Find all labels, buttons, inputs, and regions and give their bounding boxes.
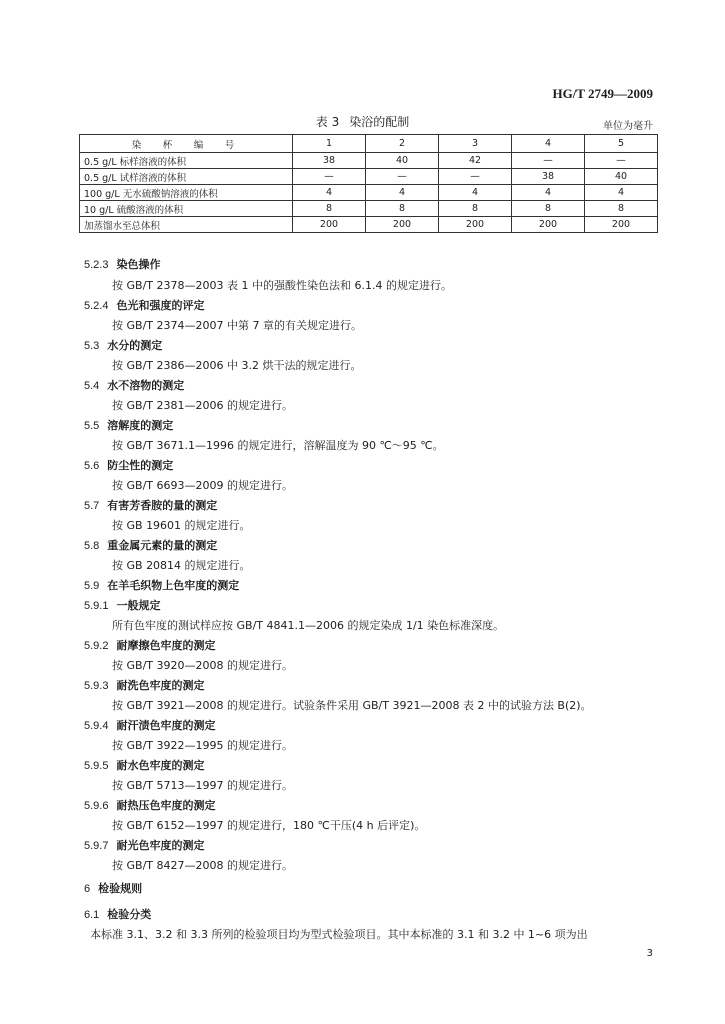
- section-title: 在羊毛织物上色牢度的测定: [107, 579, 240, 592]
- section-heading: [84, 256, 160, 272]
- section-number: 5.6: [84, 460, 100, 472]
- table-cell: 4: [512, 185, 585, 201]
- section-text: 按 GB/T 3920—2008 的规定进行。: [112, 659, 293, 672]
- section-text: 按 GB 20814 的规定进行。: [112, 559, 251, 572]
- page-number: 3: [646, 948, 653, 959]
- section-number: 6.1: [84, 909, 100, 921]
- table-row: [80, 185, 658, 201]
- table-cell: 38: [293, 153, 366, 169]
- table-cell: 200: [366, 217, 439, 233]
- section-heading: [84, 637, 215, 653]
- section-number: 5.9.2: [84, 640, 109, 652]
- section-text: 按 GB/T 5713—1997 的规定进行。: [112, 779, 293, 792]
- table-cell: 4: [439, 185, 512, 201]
- table-unit: 单位为毫升: [603, 121, 653, 132]
- section-heading: [84, 717, 215, 733]
- table-cell: 100 g/L 无水硫酸钠溶液的体积: [80, 185, 293, 201]
- section-heading: [84, 537, 217, 553]
- section-heading: [84, 297, 204, 313]
- section-heading: [84, 497, 217, 513]
- section-text: 按 GB/T 2386—2006 中 3.2 烘干法的规定进行。: [112, 359, 362, 372]
- section-number: 5.4: [84, 380, 100, 392]
- section-title: 检验分类: [107, 908, 152, 921]
- table-cell: 4: [366, 185, 439, 201]
- section-text: 本标准 3.1、3.2 和 3.3 所列的检验项目均为型式检验项目。其中本标准的 3.1 和 3.2 中 1~6 项为出: [90, 928, 588, 941]
- table-cell: —: [585, 153, 658, 169]
- section-heading: [84, 457, 173, 473]
- section-heading: [84, 377, 184, 393]
- section-title: 溶解度的测定: [107, 419, 174, 432]
- section-number: 5.9.6: [84, 800, 109, 812]
- section-title: 耐光色牢度的测定: [116, 839, 205, 852]
- section-number: 5.9.4: [84, 720, 109, 732]
- table-row: [80, 217, 658, 233]
- section-title: 耐汗渍色牢度的测定: [116, 719, 216, 732]
- section-text: 按 GB/T 6693—2009 的规定进行。: [112, 479, 293, 492]
- dye-bath-table: [79, 134, 658, 233]
- standard-number: HG/T 2749—2009: [552, 86, 653, 101]
- table-caption: 染浴的配制: [349, 115, 410, 129]
- section-heading: [84, 677, 204, 693]
- section-number: 5.2.4: [84, 300, 109, 312]
- table-cell: —: [512, 153, 585, 169]
- section-title: 耐摩擦色牢度的测定: [116, 639, 216, 652]
- section-heading: [84, 577, 239, 593]
- section-text: 按 GB/T 2378—2003 表 1 中的强酸性染色法和 6.1.4 的规定进行。: [112, 279, 452, 292]
- table-cell: 40: [366, 153, 439, 169]
- section-heading: [84, 597, 160, 613]
- section-text: 按 GB/T 2374—2007 中第 7 章的有关规定进行。: [112, 319, 362, 332]
- header-cell: 2: [366, 135, 439, 153]
- table-cell: 42: [439, 153, 512, 169]
- section-text: 按 GB/T 2381—2006 的规定进行。: [112, 399, 293, 412]
- section-title: 耐热压色牢度的测定: [116, 799, 216, 812]
- section-title: 染色操作: [116, 258, 161, 271]
- table-cell: 8: [512, 201, 585, 217]
- table-cell: —: [366, 169, 439, 185]
- section-number: 5.2.3: [84, 259, 109, 271]
- section-text: 按 GB 19601 的规定进行。: [112, 519, 251, 532]
- section-text: 按 GB/T 3922—1995 的规定进行。: [112, 739, 293, 752]
- section-number: 5.5: [84, 420, 100, 432]
- table-cell: 10 g/L 硫酸溶液的体积: [80, 201, 293, 217]
- table-cell: 200: [585, 217, 658, 233]
- section-number: 5.9.1: [84, 600, 109, 612]
- section-title: 水不溶物的测定: [107, 379, 185, 392]
- section-text: 按 GB/T 6152—1997 的规定进行，180 ℃干压(4 h 后评定)。: [112, 819, 426, 832]
- table-cell: 0.5 g/L 试样溶液的体积: [80, 169, 293, 185]
- table-row: [80, 169, 658, 185]
- section-text: 按 GB/T 3921—2008 的规定进行。试验条件采用 GB/T 3921—2008 表 2 中的试验方法 B(2)。: [112, 699, 592, 712]
- section-heading: [84, 837, 204, 853]
- table-header-row: [80, 135, 658, 153]
- section-number: 5.9: [84, 580, 100, 592]
- section-number: 5.7: [84, 500, 100, 512]
- section-heading: [84, 757, 204, 773]
- section-text: 所有色牢度的测试样应按 GB/T 4841.1—2006 的规定染成 1/1 染色标准深度。: [112, 619, 505, 632]
- chapter-heading: [84, 880, 142, 896]
- table-cell: 4: [293, 185, 366, 201]
- table-row: [80, 201, 658, 217]
- section-number: 5.9.5: [84, 760, 109, 772]
- section-heading: [84, 797, 215, 813]
- section-number: 5.3: [84, 340, 100, 352]
- table-cell: 200: [512, 217, 585, 233]
- table-cell: 加蒸馏水至总体积: [80, 217, 293, 233]
- table-cell: 8: [366, 201, 439, 217]
- table-row: [80, 153, 658, 169]
- table-number: 表 3: [315, 115, 340, 129]
- table-cell: 8: [293, 201, 366, 217]
- header-cell: 染 杯 编 号: [80, 135, 293, 153]
- section-title: 防尘性的测定: [107, 459, 174, 472]
- table-cell: —: [439, 169, 512, 185]
- section-title: 色光和强度的评定: [116, 299, 205, 312]
- section-heading: [84, 417, 173, 433]
- table-cell: 4: [585, 185, 658, 201]
- section-number: 5.8: [84, 540, 100, 552]
- section-title: 耐洗色牢度的测定: [116, 679, 205, 692]
- section-title: 水分的测定: [107, 339, 163, 352]
- header-cell: 5: [585, 135, 658, 153]
- section-text: 按 GB/T 3671.1—1996 的规定进行，溶解温度为 90 ℃～95 ℃。: [112, 439, 444, 452]
- table-cell: 200: [439, 217, 512, 233]
- section-text: 按 GB/T 8427—2008 的规定进行。: [112, 859, 293, 872]
- section-number: 5.9.3: [84, 680, 109, 692]
- table-cell: 8: [439, 201, 512, 217]
- section-title: 重金属元素的量的测定: [107, 539, 218, 552]
- header-cell: 4: [512, 135, 585, 153]
- table-cell: 0.5 g/L 标样溶液的体积: [80, 153, 293, 169]
- section-number: 5.9.7: [84, 840, 109, 852]
- section-title: 一般规定: [116, 599, 161, 612]
- section-number: 6: [84, 883, 91, 895]
- header-cell: 3: [439, 135, 512, 153]
- table-cell: 8: [585, 201, 658, 217]
- section-heading: [84, 906, 151, 922]
- table-cell: 38: [512, 169, 585, 185]
- section-heading: [84, 337, 162, 353]
- header-cell: 1: [293, 135, 366, 153]
- section-title: 耐水色牢度的测定: [116, 759, 205, 772]
- section-title: 有害芳香胺的量的测定: [107, 499, 218, 512]
- section-title: 检验规则: [98, 882, 143, 895]
- table-cell: —: [293, 169, 366, 185]
- table-cell: 40: [585, 169, 658, 185]
- table-cell: 200: [293, 217, 366, 233]
